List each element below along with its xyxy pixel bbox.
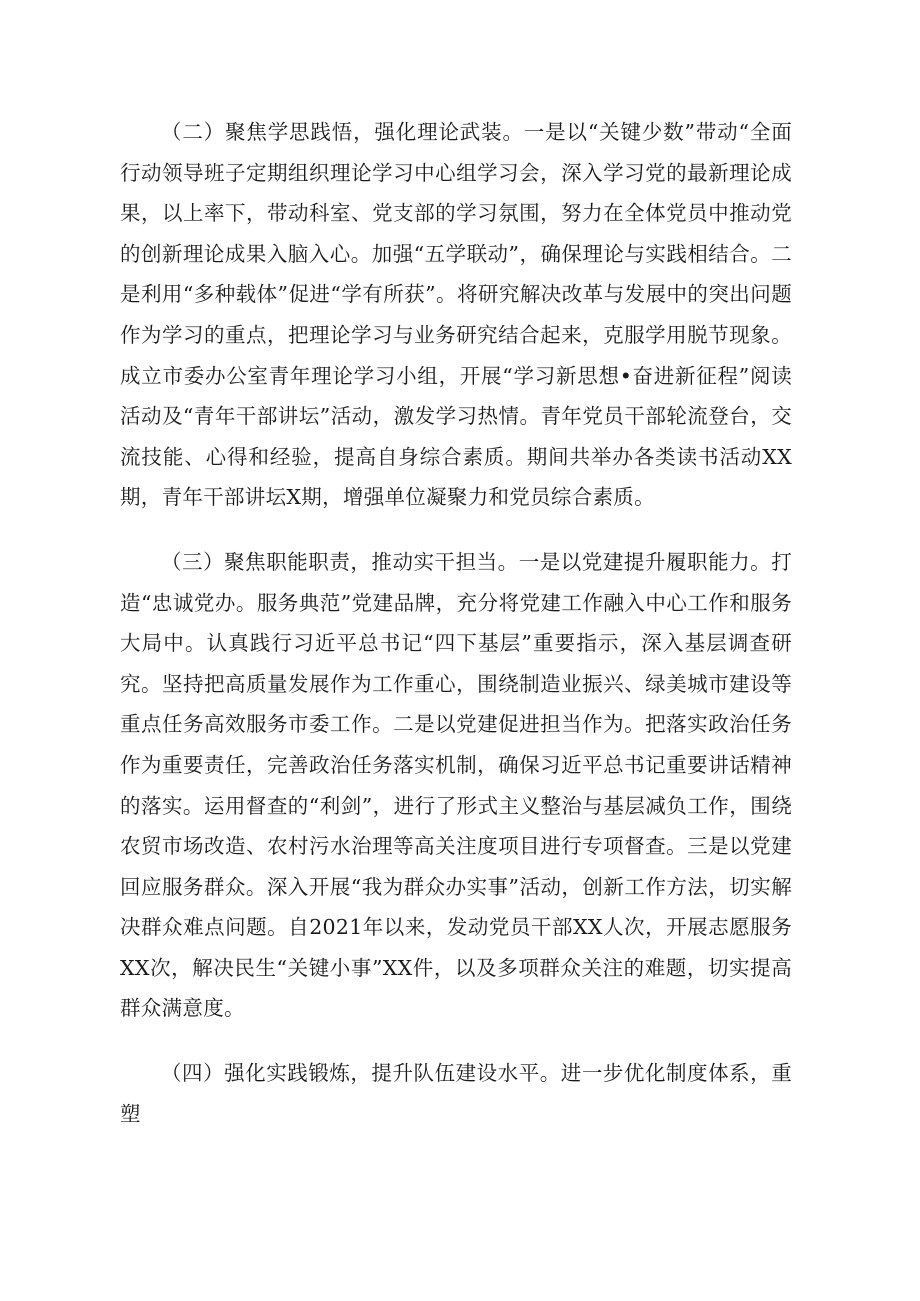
- paragraph-3-duties-responsibility: （三）聚焦职能职责，推动实干担当。一是以党建提升履职能力。打造“忠诚党办。服务典范”党建品牌，充分将党建工作融入中心工作和服务大局中。认真践行习近平总书记“四下基层”重要指示，深入基层调查研究。坚持把高质量发展作为工作重心，围绕制造业振兴、绿美城市建设等重点任务高效服务市委工作。二是以党建促进担当作为。把落实政治任务作为重要责任，完善政治任务落实机制，确保习近平总书记重要讲话精神的落实。运用督查的“利剑”，进行了形式主义整治与基层减负工作，围绕农贸市场改造、农村污水治理等高关注度项目进行专项督查。三是以党建回应服务群众。深入开展“我为群众办实事”活动，创新工作方法，切实解决群众难点问题。自2021年以来，发动党员干部XX人次，开展志愿服务XX次，解决民生“关键小事”XX件，以及多项群众关注的难题，切实提高群众满意度。: [120, 549, 792, 1021]
- document-body: [120, 112, 792, 1134]
- paragraph-2-theory-study: （二）聚焦学思践悟，强化理论武装。一是以“关键少数”带动“全面行动领导班子定期组织理论学习中心组学习会，深入学习党的最新理论成果，以上率下，带动科室、党支部的学习氛围，努力在全体党员中推动党的创新理论成果入脑入心。加强“五学联动”，确保理论与实践相结合。二是利用“多种载体”促进“学有所获”。将研究解决改革与发展中的突出问题作为学习的重点，把理论学习与业务研究结合起来，克服学用脱节现象。成立市委办公室青年理论学习小组，开展“学习新思想•奋进新征程”阅读活动及“青年干部讲坛”活动，激发学习热情。青年党员干部轮流登台，交流技能、心得和经验，提高自身综合素质。期间共举办各类读书活动XX期，青年干部讲坛X期，增强单位凝聚力和党员综合素质。: [120, 120, 792, 510]
- paragraph-4-practice-training: （四）强化实践锻炼，提升队伍建设水平。进一步优化制度体系，重塑: [120, 1061, 792, 1126]
